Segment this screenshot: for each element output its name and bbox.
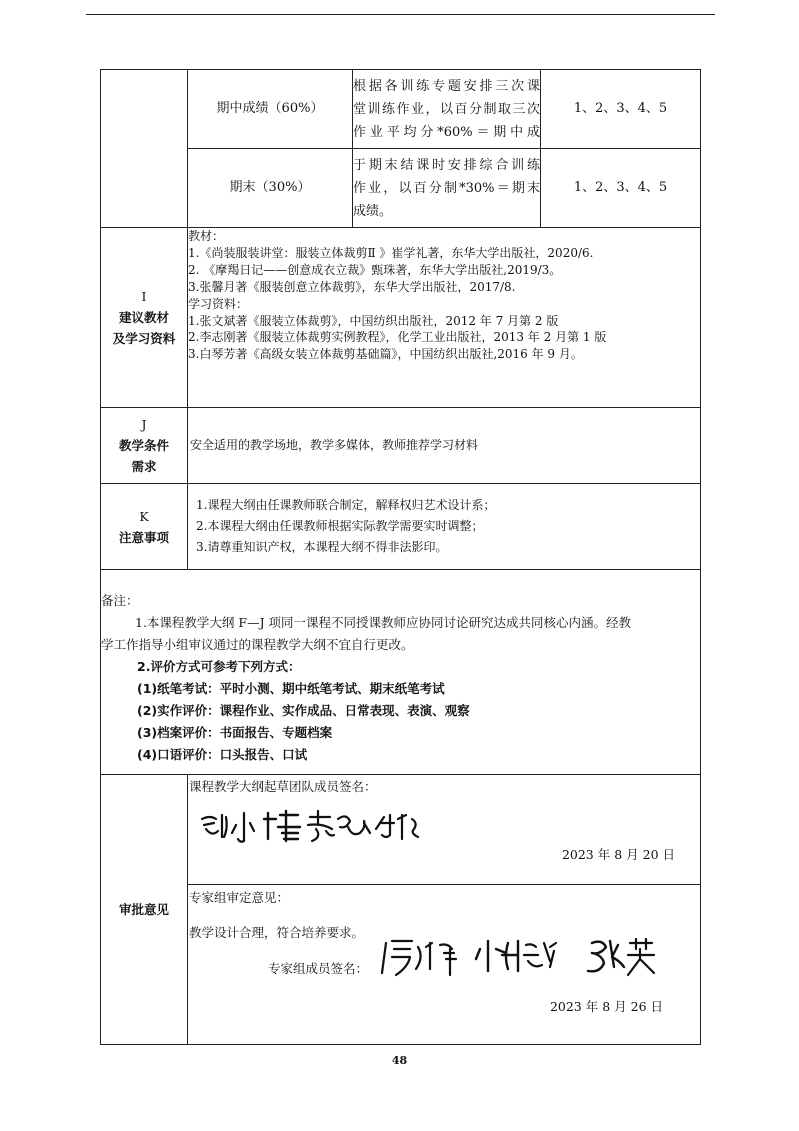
section-k-label [101, 484, 188, 570]
drafting-date: 2023 年 8 月 20 日 [561, 847, 675, 862]
approval-drafting-row [101, 775, 701, 885]
notes-content [101, 570, 701, 775]
method-line: 堂训练作业，以百分制取三次 [353, 101, 540, 117]
notices-content [188, 484, 701, 570]
textbook-line: 3.张馨月著《服装创意立体裁剪》，东华大学出版社，2017/8. [188, 279, 516, 294]
notes-line: 学工作指导小组审议通过的课程教学大纲不宜自行更改。 [101, 637, 414, 652]
expert-date: 2023 年 8 月 26 日 [549, 999, 663, 1014]
textbook-line: 学习资料： [188, 296, 249, 311]
notes-row [101, 570, 701, 775]
expert-sign-label: 专家组成员签名： [268, 961, 369, 976]
notes-heading: 备注： [101, 593, 139, 608]
notes-bold-line: (3)档案评价：书面报告、专题档案 [137, 725, 333, 740]
expert-group-signatures [378, 933, 658, 981]
section-j-label [101, 408, 188, 484]
method-line: 于期末结课时安排综合训练 [353, 157, 540, 173]
section-title: 注意事项 [118, 529, 169, 545]
method-line: 作业，以百分制*30%＝期末 [353, 180, 540, 196]
section-title: 建议教材 [118, 310, 169, 325]
notes-line: 1.本课程教学大纲 F—J 项同一课程不同授课教师应协同讨论研究达成共同核心内涵。经教 [135, 615, 632, 630]
notes-bold-line: 2.评价方式可参考下列方式： [137, 659, 301, 674]
textbook-line: 2. 《摩羯日记——创意成衣立裁》甄珠著，东华大学出版社,2019/3。 [188, 262, 562, 277]
section-k-row [101, 484, 701, 570]
drafting-signature-label: 课程教学大纲起草团队成员签名： [189, 779, 377, 794]
assessment-name: 期中成绩（60%） [188, 70, 353, 149]
textbook-line: 教材： [188, 229, 225, 243]
section-i-row [101, 228, 701, 408]
section-title: 及学习资料 [112, 331, 176, 346]
teaching-conditions: 安全适用的教学场地，教学多媒体，教师推荐学习材料 [188, 408, 701, 484]
section-title: 需求 [131, 459, 157, 474]
method-line: 作业平均分*60%＝期中成 [353, 124, 540, 140]
notice-line: 2.本课程大纲由任课教师根据实际教学需要实时调整； [196, 519, 484, 533]
method-line: 根据各训练专题安排三次课 [353, 78, 540, 94]
notice-line: 3.请尊重知识产权，本课程大纲不得非法影印。 [196, 540, 448, 554]
assessment-method [353, 149, 541, 228]
assessment-targets: 1、2、3、4、5 [541, 70, 701, 149]
page-number: 48 [391, 1054, 408, 1067]
assessment-row-final [101, 149, 701, 228]
textbooks-content [188, 228, 701, 408]
section-letter: J [141, 417, 147, 432]
method-line: 成绩。 [353, 203, 393, 219]
textbook-line: 1.张文斌著《服装立体裁剪》，中国纺织出版社，2012 年 7 月第 2 版 [188, 313, 559, 328]
approval-expert-row [101, 885, 701, 1045]
textbook-line: 3.白琴芳著《高级女装立体裁剪基础篇》，中国纺织出版社,2016 年 9 月。 [188, 347, 583, 362]
expert-signature-cell [188, 885, 701, 1045]
assessment-name: 期末（30%） [188, 149, 353, 228]
approval-label: 审批意见 [101, 775, 188, 1045]
section-title: 教学条件 [118, 438, 169, 453]
expert-opinion-label: 专家组审定意见： [189, 890, 290, 905]
drafting-team-signatures [198, 805, 458, 845]
expert-opinion: 教学设计合理，符合培养要求。 [189, 925, 365, 940]
header-rule [86, 14, 715, 15]
syllabus-table [100, 69, 701, 1045]
textbook-line: 2.李志刚著《服装立体裁剪实例教程》，化学工业出版社，2013 年 2 月第 1 版 [188, 330, 607, 345]
assessment-label-cell [101, 70, 188, 228]
drafting-signature-cell [188, 775, 701, 885]
notes-bold-line: (1)纸笔考试：平时小测、期中纸笔考试、期末纸笔考试 [137, 681, 445, 696]
textbook-line: 1.《尚装服装讲堂：服装立体裁剪Ⅱ 》崔学礼著，东华大学出版社，2020/6. [188, 245, 594, 260]
section-j-row [101, 408, 701, 484]
section-letter: K [139, 508, 149, 524]
notes-bold-line: (4)口语评价：口头报告、口试 [137, 747, 308, 762]
assessment-targets: 1、2、3、4、5 [541, 149, 701, 228]
notice-line: 1.课程大纲由任课教师联合制定，解释权归艺术设计系； [196, 498, 496, 512]
assessment-row-midterm [101, 70, 701, 149]
notes-bold-line: (2)实作评价：课程作业、实作成品、日常表现、表演、观察 [137, 703, 470, 718]
section-i-label [101, 228, 188, 408]
assessment-method [353, 70, 541, 149]
section-letter: I [141, 289, 147, 304]
